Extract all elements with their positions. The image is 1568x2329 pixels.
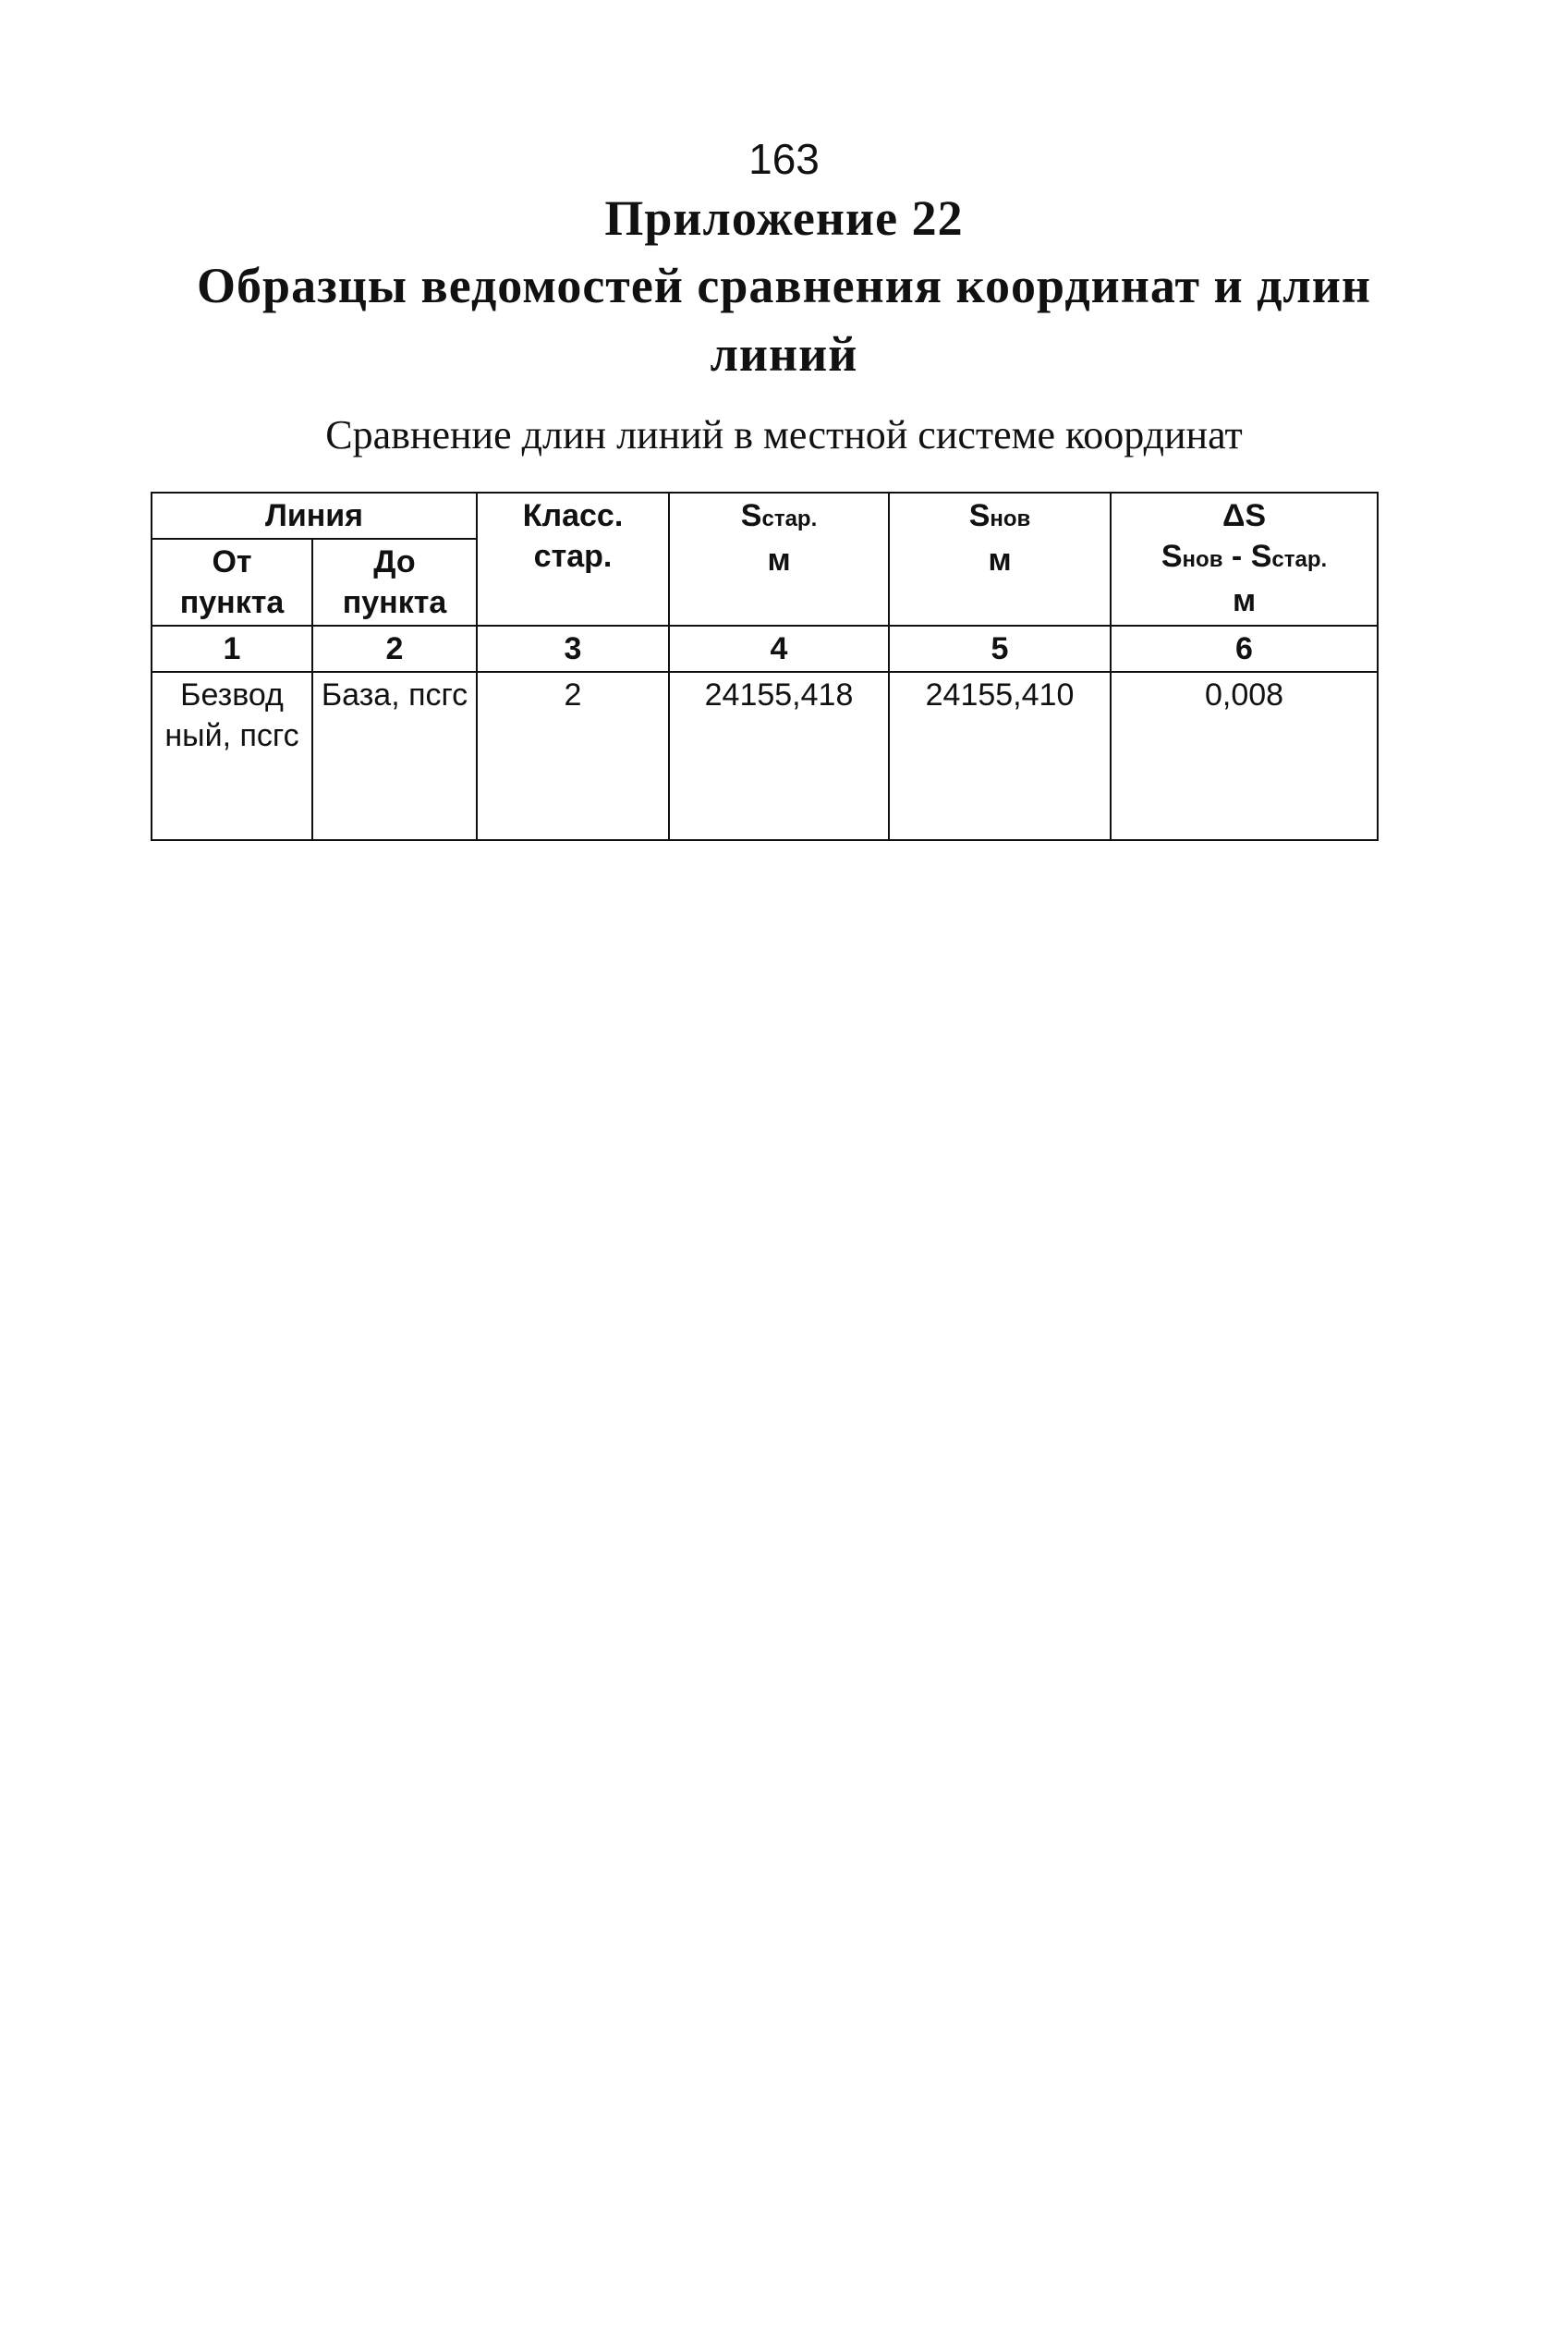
document-title: Образцы ведомостей сравнения координат и длин линий [197, 258, 1371, 382]
header-delta-unit: м [1232, 583, 1257, 618]
header-delta-label: ΔS [1222, 498, 1267, 533]
delta-formula-a-sub: нов [1182, 547, 1223, 572]
header-s-new-unit: м [988, 543, 1012, 578]
cell-s-new: 24155,410 [889, 672, 1111, 840]
header-s-old-unit: м [767, 543, 791, 578]
column-number: 6 [1111, 626, 1378, 672]
header-class-label: Класс. [522, 498, 624, 533]
header-s-old-symbol [675, 495, 882, 540]
column-number-row [152, 626, 1378, 672]
column-number: 1 [152, 626, 312, 672]
cell-class: 2 [477, 672, 669, 840]
delta-formula-minus: - [1222, 539, 1251, 574]
appendix-title: Приложение 22 [604, 190, 964, 246]
table-row [152, 672, 1378, 840]
page-number: 163 [748, 135, 820, 183]
column-number: 3 [477, 626, 669, 672]
table-caption: Сравнение длин линий в местной системе координат [325, 412, 1243, 457]
header-class [477, 493, 669, 626]
delta-formula-a: S [1161, 539, 1183, 574]
cell-to-point: База, псгс [312, 672, 477, 840]
column-number: 4 [669, 626, 889, 672]
cell-delta: 0,008 [1111, 672, 1378, 840]
s-old-subscript: стар. [761, 506, 818, 531]
header-class-sub: стар. [533, 539, 613, 574]
header-line-group: Линия [152, 493, 477, 539]
s-new-subscript: нов [990, 506, 1031, 531]
delta-formula-b-sub: стар. [1271, 547, 1328, 572]
line-comparison-table [151, 492, 1379, 841]
header-row-top [152, 493, 1378, 539]
delta-formula-b: S [1250, 539, 1272, 574]
header-delta [1111, 493, 1378, 626]
header-to-point: До пункта [312, 539, 477, 626]
column-number: 5 [889, 626, 1111, 672]
column-number: 2 [312, 626, 477, 672]
header-s-new [889, 493, 1111, 626]
header-s-old [669, 493, 889, 626]
header-from-point: От пункта [152, 539, 312, 626]
s-new-letter: S [968, 498, 991, 533]
header-s-new-symbol [895, 495, 1104, 540]
header-delta-formula [1117, 536, 1371, 580]
s-old-letter: S [740, 498, 762, 533]
cell-from-point: Безвод ный, псгс [152, 672, 312, 840]
cell-s-old: 24155,418 [669, 672, 889, 840]
